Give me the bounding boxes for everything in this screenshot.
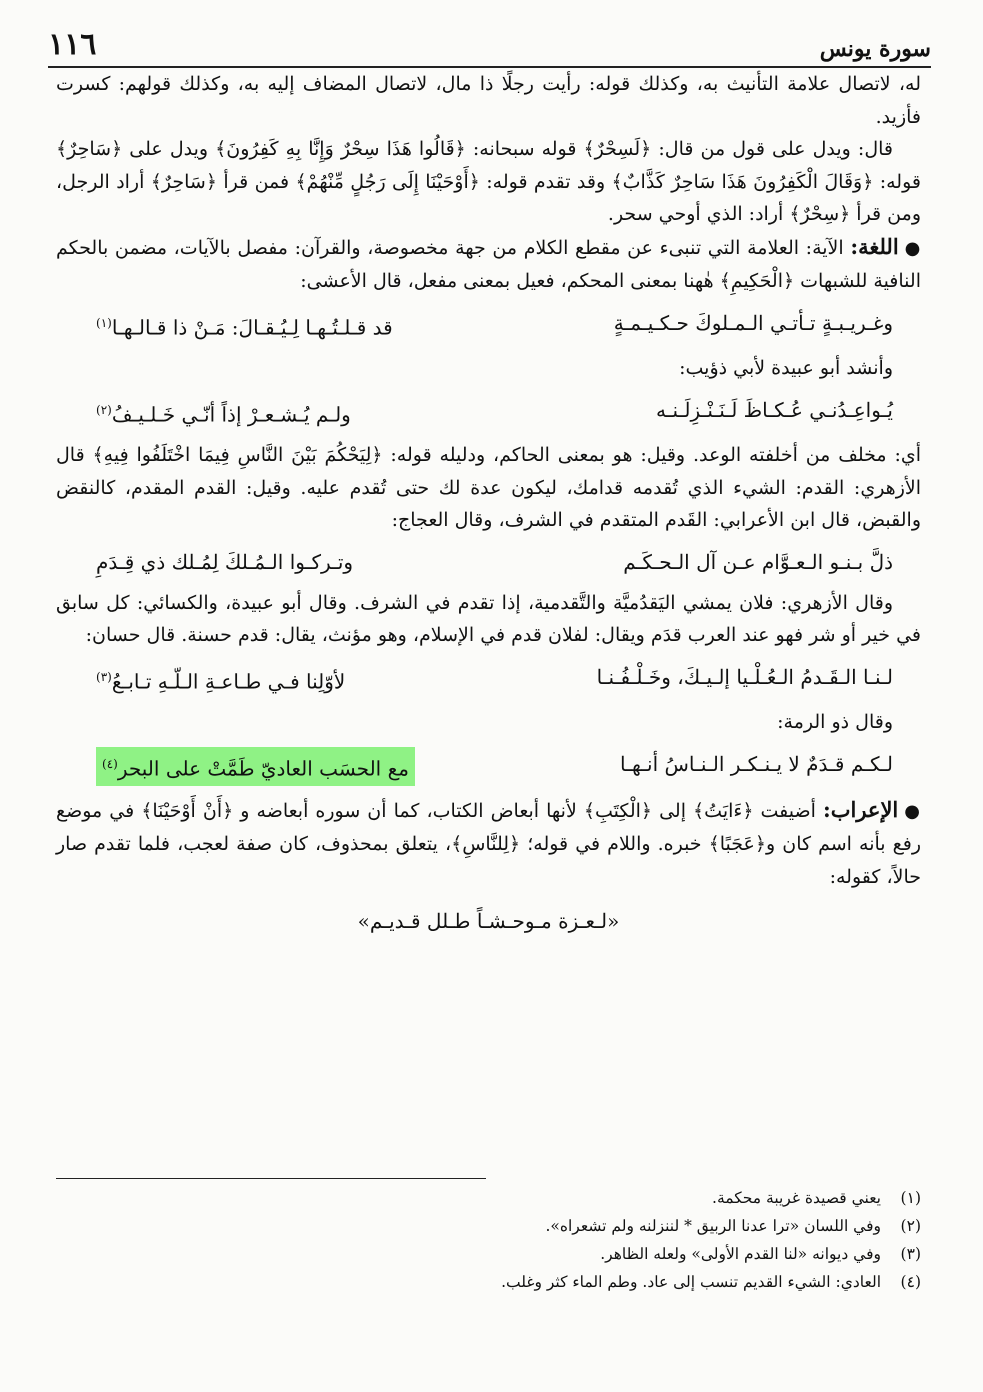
paragraph <box>56 794 921 894</box>
hemistich-first: لـنـا الـقَـدمُ الـعُـلْـيا إلـيـكَ، وخَـلْـفُـنـا <box>596 664 893 689</box>
bullet-icon: ● <box>904 237 921 259</box>
footnotes <box>56 1184 921 1296</box>
footnote-divider <box>56 1178 486 1179</box>
paragraph <box>56 231 921 298</box>
poetry-verse <box>56 660 921 699</box>
hemistich-first: ذلَّ بـنـو الـعـوَّام عـن آل الـحـكَـم <box>623 549 893 574</box>
paragraph-text: أضيفت ﴿ءَايَتُ﴾ إلى ﴿الْكِتَبِ﴾ لأنها أبعاض الكتاب، كما أن سوره أبعاضه و ﴿أَنْ أَوْحَيْنَا﴾ في موضع رفع بأنه اسم كان و﴿عَجَبًا﴾ خبره. واللام في قوله؛ ﴿لِلنَّاسِ﴾، يتعلق بمحذوف، كان صفة لعجب، فلما تقدم صار حالاً، كقوله: <box>56 799 921 888</box>
footnote: (٤) العادي: الشيء القديم تنسب إلى عاد. وطم الماء كثر وغلب. <box>501 1273 921 1291</box>
quoted-hemistich: «لـعـزة مـوحـشـاً طـلل قـديـم» <box>357 909 620 934</box>
footnote: (٢) وفي اللسان «ترا عدنا الربيق * لننزلنه ولم تشعراه». <box>545 1217 921 1235</box>
hemistich-second: قد قـلـتُـهـا لِـيُـقـالَ: مَـنْ ذا قـالـهـا$^{(١)}$ <box>96 315 393 340</box>
paragraph: له، لاتصال علامة التأنيث به، وكذلك قوله: رأيت رجلًا ذا مال، لاتصال المضاف إليه به، وكذلك قولهم: كسرت فأزيد. <box>56 73 921 128</box>
hemistich-second: ولـم يُـشـعـرْ إذاً أنّـي خَـلـيـفُ$^{(٢)}$ <box>96 402 351 427</box>
poetry-verse <box>56 747 921 786</box>
bullet-icon: ● <box>904 800 921 822</box>
footnote-marker: (٢) <box>96 402 112 417</box>
hemistich-first: وغـريـبـةٍ تـأتـي الـمـلوكَ حـكـيـمـةٍ <box>613 310 893 335</box>
footnote: (٣) وفي ديوانه «لنا القدم الأولى» ولعله الظاهر. <box>600 1245 921 1263</box>
footnote: (١) يعني قصيدة غريبة محكمة. <box>712 1189 921 1207</box>
paragraph: وأنشد أبو عبيدة لأبي ذؤيب: <box>679 357 893 380</box>
hemistich-second: لأوّلِنا فـي طـاعـةِ الـلّـهِ تـابـعُ$^{(٣)}$ <box>96 669 346 694</box>
section-heading-irab: الإعراب: <box>822 796 899 822</box>
footnote-marker: (١) <box>96 315 112 330</box>
paragraph: أي: مخلف من أخلفته الوعد. وقيل: هو بمعنى الحاكم، ودليله قوله: ﴿لِيَحْكُمَ بَيْنَ النَّاسِ فِيمَا اخْتَلَفُوا فِيهِ﴾ قال الأزهري: القدم: الشيء الذي تُقدمه قدامك، ليكون عدة لك حتى تُقدم عليه. وقيل: القدم المقدم، كالنقض والقبض، قال ابن الأعرابي: القَدم المتقدم في الشرف، وقال العجاج: <box>56 444 921 532</box>
hemistich-second: وتـركـوا الـمُـلكَ لِمُـلك ذي قِـدَمِ <box>96 549 354 574</box>
footnote-marker: (٣) <box>96 669 112 684</box>
poetry-verse <box>56 393 921 432</box>
highlighted-hemistich: مع الحسَب العاديّ طَمَّتْ على البحر$^{(٤)}$ <box>96 747 415 786</box>
footnote-marker: (٤) <box>102 756 118 771</box>
paragraph: وقال ذو الرمة: <box>777 711 893 734</box>
poetry-verse <box>56 306 921 345</box>
page-header <box>48 22 931 68</box>
hemistich-first: لـكـم قـدَمٌ لا يـنـكـر الـنـاسُ أنـهـا <box>620 751 893 776</box>
page-number: ١١٦ <box>48 27 97 62</box>
surah-title: سورة يونس <box>819 36 931 62</box>
section-heading-lugha: اللغة: <box>850 233 899 259</box>
paragraph: قال: ويدل على قول من قال: ﴿لَسِحْرٌ﴾ قوله سبحانه: ﴿قَالُوا هَذَا سِحْرٌ وَإِنَّا بِهِ كَفِرُونَ﴾ ويدل على ﴿سَاحِرٌ﴾ قوله: ﴿وَقَالَ الْكَفِرُونَ هَذَا سَاحِرٌ كَذَّابٌ﴾ وقد تقدم قوله: ﴿أَوْحَيْنَا إِلَى رَجُلٍ مِّنْهُمْ﴾ فمن قرأ ﴿سَاحِرٌ﴾ أراد الرجل، ومن قرأ ﴿سِحْرٌ﴾ أراد: الذي أوحي سحر. <box>56 138 921 225</box>
poetry-verse <box>56 545 921 579</box>
hemistich-first: يُـواعِـدُنـي عُـكـاظَ لَـنَـنْـزِلَـنـه <box>655 397 893 422</box>
main-text <box>56 68 921 950</box>
paragraph-text: الآية: العلامة التي تنبىء عن مقطع الكلام من جهة مخصوصة، والقرآن: مفصل بالآيات، مضمن بالحكم النافية للشبهات ﴿الْحَكِيمِ﴾ هٰهنا بمعنى المحكم، فعيل بمعنى مفعل، قال الأعشى: <box>56 236 921 292</box>
paragraph: وقال الأزهري: فلان يمشي اليَقدُميَّة والتَّقدمية، إذا تقدم في الشرف. وقال أبو عبيدة، والكسائي: كل سابق في خير أو شر فهو عند العرب قدَم ويقال: لفلان قدم في الإسلام، وهو مؤنث، يقال: قدم حسنة. قال حسان: <box>56 591 921 647</box>
